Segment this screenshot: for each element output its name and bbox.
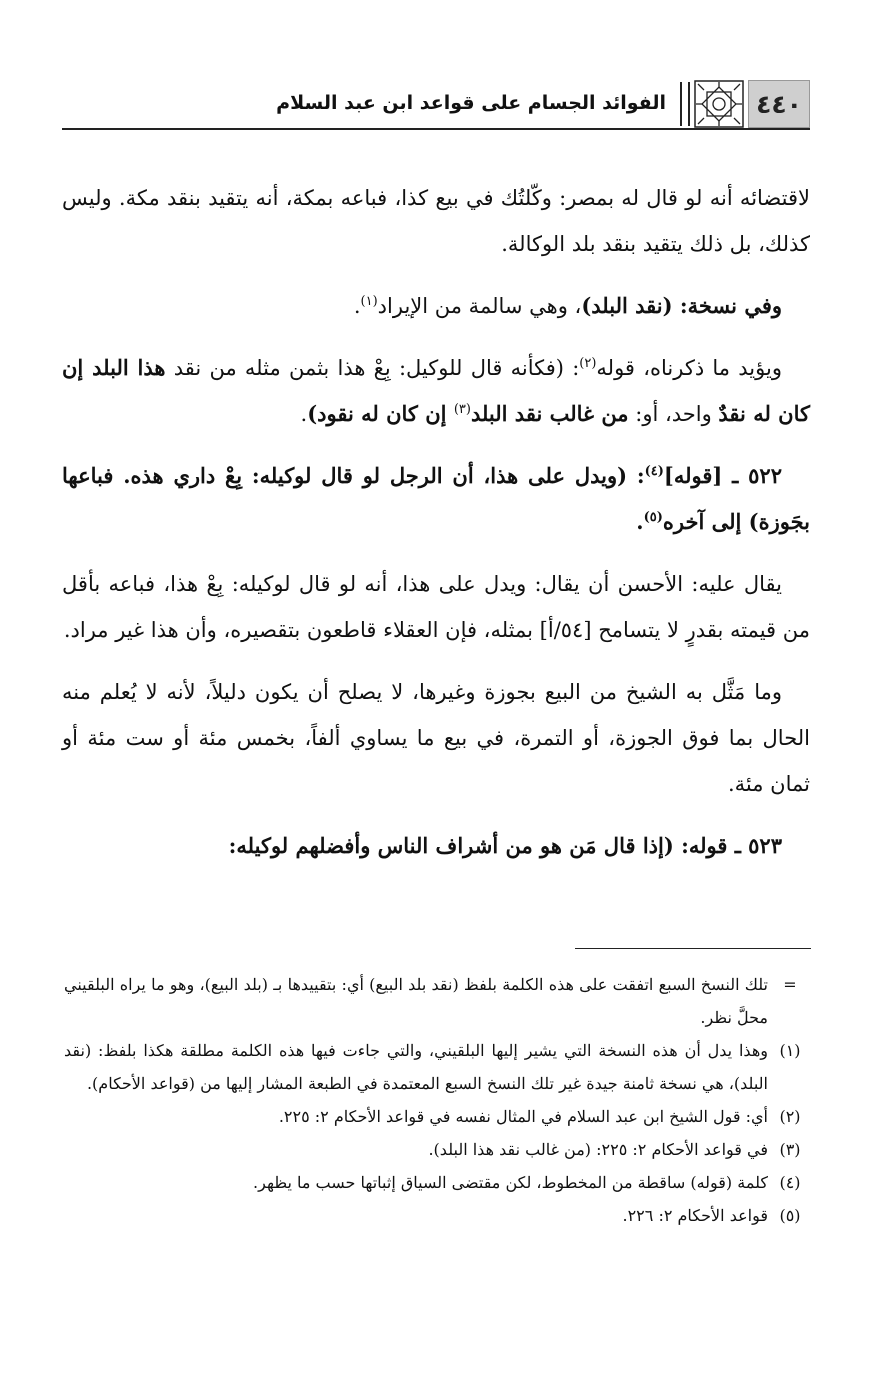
footnote-marker: = [783, 975, 797, 994]
footnote-text: قواعد الأحكام ٢: ٢٢٦. [622, 1206, 768, 1225]
paragraph-2 [62, 283, 810, 329]
footnote-ref-4[interactable]: (٤) [644, 464, 664, 479]
footnote-1 [64, 1034, 812, 1100]
paragraph-3-end: . [300, 402, 308, 426]
footnote-ref-2[interactable]: (٢) [579, 356, 597, 371]
page-number: ٤٤٠ [748, 80, 810, 128]
paragraph-5: يقال عليه: الأحسن أن يقال: ويدل على هذا، أنه لو قال لوكيله: بِعْ هذا، فباعه بأقل من قيمته بقدرٍ لا يتسامح [٥٤/أ] بمثله، فإن العقلاء قاطعون بتقصيره، وأن هذا غير مراد. [62, 572, 810, 642]
paragraph-3-part1: ويؤيد ما ذكرناه، قوله [596, 356, 782, 380]
footnote-text: في قواعد الأحكام ٢: ٢٢٥: (من غالب نقد هذا البلد). [428, 1140, 768, 1159]
paragraph-523: ٥٢٣ ـ قوله: (إذا قال مَن هو من أشراف الناس وأفضلهم لوكيله: [228, 833, 782, 858]
running-title: الفوائد الجسام على قواعد ابن عبد السلام [276, 92, 666, 114]
footnote-4 [64, 1166, 812, 1199]
paragraph-3-part3: واحد، أو: [628, 402, 719, 426]
paragraph-522-end: . [636, 509, 644, 534]
paragraph-522 [62, 453, 810, 545]
footnote-marker: (٣) [779, 1140, 801, 1159]
footnote-marker: (٤) [779, 1173, 801, 1192]
footnotes [64, 968, 812, 1232]
footnote-text: كلمة (قوله) ساقطة من المخطوط، لكن مقتضى السياق إثباتها حسب ما يظهر. [253, 1173, 768, 1192]
paragraph-2-text: ، وهي سالمة من الإيراد [377, 294, 582, 318]
footnote-2 [64, 1100, 812, 1133]
paragraph-2-end: . [353, 294, 361, 318]
footnote-ref-5[interactable]: (٥) [643, 510, 663, 525]
paragraph-2-lead: وفي نسخة: (نقد البلد) [581, 293, 782, 318]
paragraph-3 [62, 345, 810, 437]
geometric-star-ornament-icon [694, 80, 744, 128]
header-rule [62, 128, 810, 130]
footnote-5 [64, 1199, 812, 1232]
paragraph-3-bold1: هذا البلد إن كان له نقدٌ [62, 355, 810, 426]
footnote-text: أي: قول الشيخ ابن عبد السلام في المثال نفسه في قواعد الأحكام ٢: ٢٢٥. [278, 1107, 768, 1126]
footnote-continued [64, 968, 812, 1034]
paragraph-1: لاقتضائه أنه لو قال له بمصر: وكّلتُك في بيع كذا، فباعه بمكة، أنه يتقيد بنقد مكة. وليس كذلك، بل ذلك يتقيد بنقد بلد الوكالة. [62, 186, 810, 256]
paragraph-3-bold3: إن كان له نقود) [307, 401, 454, 426]
paragraph-3-bold2: من غالب نقد البلد [470, 401, 629, 426]
footnote-text: تلك النسخ السبع اتفقت على هذه الكلمة بلفظ (نقد بلد البيع) أي: بتقييدها بـ (بلد البيع)، وهو ما يراه البلقيني محلَّ نظر. [64, 975, 768, 1027]
paragraph-522-text: : (ويدل على هذا، أن الرجل لو قال لوكيله: بِعْ داري هذه. فباعها بجَوزة) إلى آخره [62, 463, 810, 534]
paragraph-3-part2: : (فكأنه قال للوكيل: بِعْ هذا بثمن مثله من نقد [165, 356, 580, 380]
paragraph-6: وما مَثَّل به الشيخ من البيع بجوزة وغيرها، لا يصلح أن يكون دليلاً، لأنه لا يُعلم منه الحال بما فوق الجوزة، أو التمرة، في بيع ما يساوي ألفاً، بخمس مئة أو ست مئة أو ثمان مئة. [62, 680, 810, 796]
footnote-separator [575, 948, 811, 949]
footnote-marker: (٢) [779, 1107, 801, 1126]
footnote-marker: (٥) [779, 1206, 801, 1225]
footnote-3 [64, 1133, 812, 1166]
running-header [62, 80, 810, 130]
paragraph-522-number: ٥٢٢ ـ [قوله] [663, 463, 782, 488]
header-divider-bar [680, 82, 690, 126]
footnote-text: وهذا يدل أن هذه النسخة التي يشير إليها البلقيني، والتي جاءت فيها هذه الكلمة مطلقة هكذا بلفظ: (نقد البلد)، هي نسخة ثامنة جيدة غير تلك النسخ السبع المعتمدة في الطبعة المشار إليها من (قواعد الأحكام). [64, 1041, 768, 1093]
footnote-ref-3[interactable]: (٣) [453, 402, 471, 417]
footnote-marker: (١) [779, 1041, 801, 1060]
footnote-ref-1[interactable]: (١) [360, 294, 378, 309]
main-text [62, 175, 810, 885]
